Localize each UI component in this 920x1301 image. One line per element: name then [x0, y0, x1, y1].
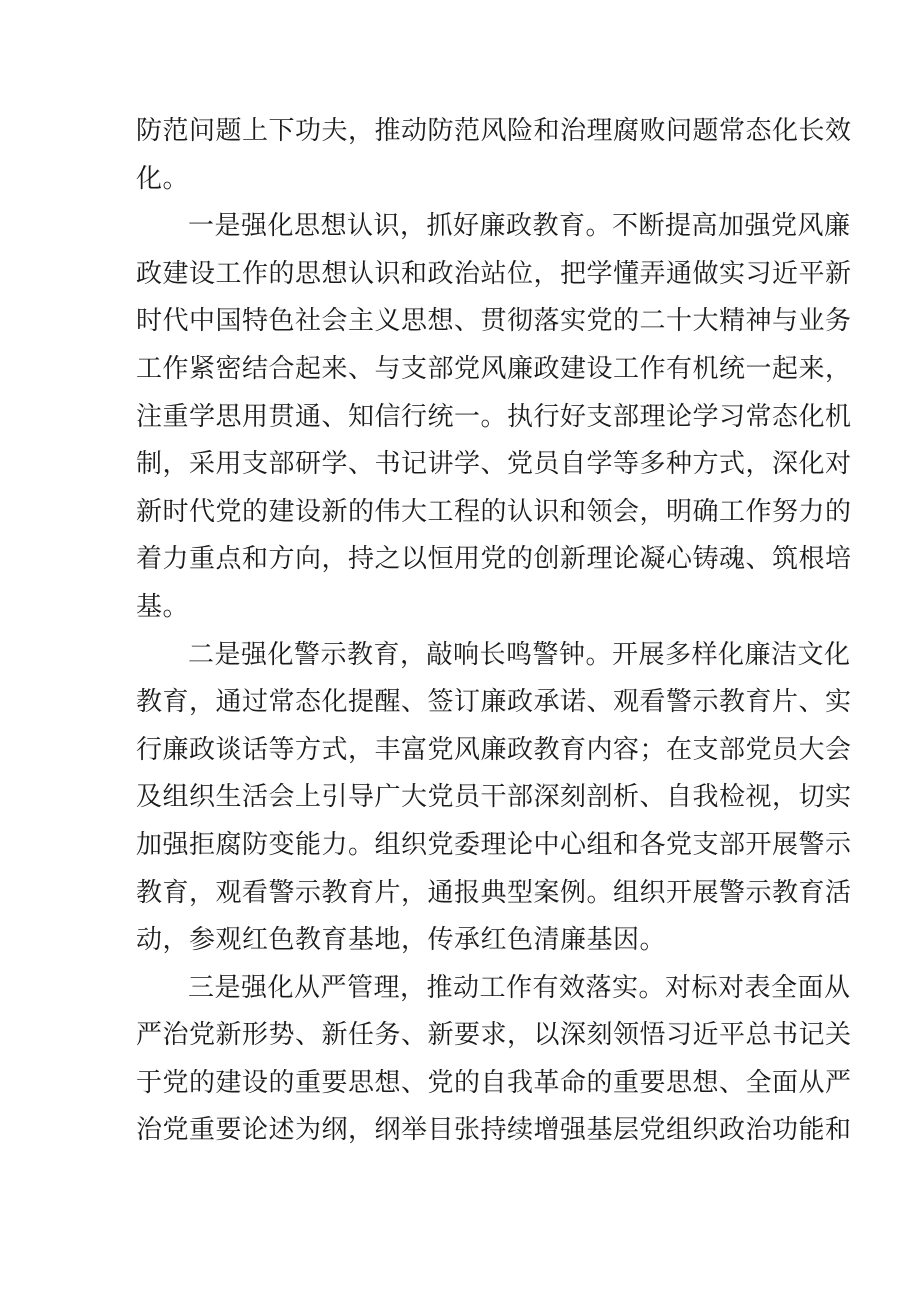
- text-line: 及组织生活会上引导广大党员干部深刻剖析、自我检视，切实: [136, 782, 852, 813]
- text-line: 防范问题上下功夫，推动防范风险和治理腐败问题常态化长效: [136, 116, 852, 146]
- text-line: 加强拒腐防变能力。组织党委理论中心组和各党支部开展警示: [136, 829, 852, 860]
- text-line: 时代中国特色社会主义思想、贯彻落实党的二十大精神与业务: [136, 306, 852, 337]
- body-text: [136, 108, 852, 1155]
- text-line: 政建设工作的思想认识和政治站位，把学懂弄通做实习近平新: [136, 258, 852, 289]
- paragraph-first-line: 二是强化警示教育，敲响长鸣警钟。开展多样化廉洁文化: [188, 639, 851, 670]
- paragraph-first-line: 一是强化思想认识，抓好廉政教育。不断提高加强党风廉: [188, 211, 851, 242]
- text-line: 行廉政谈话等方式，丰富党风廉政教育内容；在支部党员大会: [136, 734, 852, 765]
- text-line: 基。: [136, 591, 190, 622]
- text-line: 动，参观红色教育基地，传承红色清廉基因。: [136, 925, 667, 956]
- text-line: 于党的建设的重要思想、党的自我革命的重要思想、全面从严: [136, 1067, 852, 1098]
- text-line: 工作紧密结合起来、与支部党风廉政建设工作有机统一起来，: [136, 353, 852, 384]
- text-line: 制，采用支部研学、书记讲学、党员自学等多种方式，深化对: [136, 449, 852, 480]
- text-line: 新时代党的建设新的伟大工程的认识和领会，明确工作努力的: [136, 496, 852, 527]
- text-line: 化。: [136, 163, 190, 194]
- text-line: 严治党新形势、新任务、新要求，以深刻领悟习近平总书记关: [136, 1020, 852, 1051]
- paragraph-first-line: 三是强化从严管理，推动工作有效落实。对标对表全面从: [188, 972, 851, 1003]
- text-line: 注重学思用贯通、知信行统一。执行好支部理论学习常态化机: [136, 401, 852, 432]
- text-line: 教育，观看警示教育片，通报典型案例。组织开展警示教育活: [136, 877, 852, 908]
- text-line: 治党重要论述为纲，纲举目张持续增强基层党组织政治功能和: [136, 1115, 852, 1146]
- text-line: 着力重点和方向，持之以恒用党的创新理论凝心铸魂、筑根培: [136, 544, 852, 575]
- text-line: 教育，通过常态化提醒、签订廉政承诺、观看警示教育片、实: [136, 687, 852, 718]
